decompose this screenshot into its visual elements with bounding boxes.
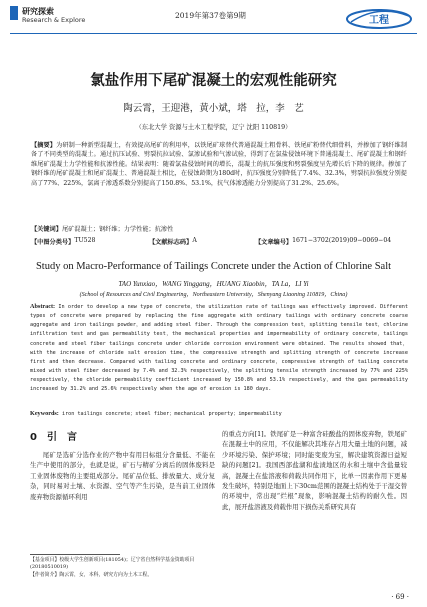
brand-text: 工程: [369, 15, 389, 26]
issue-info: 2019年第37卷第9期: [175, 11, 246, 20]
abstract-en: [30, 302, 408, 395]
clc-field: 【中图分类号】 TU528: [31, 237, 96, 246]
affiliation: （东北大学 资源与土木工程学院，辽宁 沈阳 110819）: [135, 124, 292, 131]
article-title: 氯盐作用下尾矿混凝土的宏观性能研究: [90, 73, 337, 89]
abstract-cn-label: 【摘要】: [31, 142, 57, 149]
authors-en: TAO Yunxiao，WANG Yinggang，HUANG Xiaobin，TA La，LI Yi: [118, 280, 309, 288]
affiliation-en: (School of Resources and Civil Engineering，Northeastern University，Shenyang Liaoning 110819，China): [79, 292, 348, 298]
body-column-left: 尾矿是选矿分选作业的产物中有用目标组分含量低、不能在生产中使用的部分，也就是说，矿石与精矿分离后的固体废料是工业固体废物的主要组成部分。尾矿品位低、排放量大、成分复杂，同时易对土壤、水资源、空气等产生污染，是当前工业固体废弃物资源循环利用: [30, 451, 215, 501]
page-number: · 69 ·: [391, 593, 409, 601]
journal-name-cn: 研究探索: [22, 7, 54, 16]
brand-logo-icon: [345, 6, 413, 30]
abstract-cn: [31, 141, 407, 188]
keywords-cn-label: 【关键词】: [31, 226, 62, 233]
keywords-en: [30, 410, 408, 417]
keywords-cn-text: 尾矿混凝土；钢纤维；力学性能；抗渗性: [61, 226, 174, 233]
page-header: [10, 6, 417, 46]
journal-logo-icon: [10, 6, 18, 20]
body-column-right: 的重点方向[1]。铁尾矿是一种富含硅酸盐的固体废弃物，铁尾矿在混凝土中的应用，不仅能解决其堆存占用大量土地的问题，减少环境污染、保护环境；同时能变废为宝，解决建筑资源日益短缺的问题[2]。我国西部盐湖和盐渍地区的水和土壤中含盐量较高，混凝土在盐溶液和荷载共同作用下，比单一因素作用下更易发生破坏，特别是地面上下30cm范围的混凝土结构处于干湿交替的环境中，常出现“烂根”现象，影响混凝土结构的耐久性。因此，展开盐溶液及荷载作用下损伤关系研究具有: [222, 430, 407, 511]
keywords-cn: [31, 224, 407, 233]
footnote: 【基金项目】校级大学生创新项目(181054)；辽宁省自然科学基金资助项目(20180510019) 【作者简介】陶云霄，女，本科，研究方向为土木工程。: [30, 557, 195, 578]
authors: 陶云霄，王迎港，黄小斌，塔 拉，李 艺: [123, 103, 304, 114]
article-number-field: 【文章编号】 1671−3702(2019)09−0069−04: [255, 237, 392, 246]
keywords-en-label: Keywords:: [30, 410, 59, 417]
journal-name-en: Research & Explore: [22, 16, 86, 24]
doc-code-field: 【文献标志码】 A: [149, 237, 197, 246]
abstract-en-label: Abstract:: [30, 303, 56, 310]
article-title-en: Study on Macro-Performance of Tailings Concrete under the Action of Chlorine Salt: [35, 261, 392, 272]
header-rule: [10, 33, 417, 34]
section-heading-intro: 0 引 言: [30, 432, 77, 443]
footnote-rule: [30, 554, 120, 555]
keywords-en-text: iron tailings concrete；steel fiber；mechanical property；impermeability: [61, 411, 282, 417]
abstract-en-text: In order to develop a new type of concrete，the utilization rate of tailings was effectively improved. Different types of concrete were prepared by replacing the fine aggregate with ordinary tailings with ordinary concrete coarse aggregate and iron tailings powder，and adding steel fiber. Through the compression test，splitting tensile test，chlorine infiltration test and gas permeability test，the mechanical properties and impermeability of ordinary concrete，tailings concrete and steel fiber tailings concrete under chloride corrosion environment were obtained. The results showed that，with the increase of chloride salt erosion time，the compressive strength and splitting strength of concrete increase first and then decrease. Compared with tailing concrete and ordinary concrete，compressive strength of tailing concrete mixed with steel fiber decreased by 7.4% and 32.3% respectively，the splitting tensile strength increased by 77% and 225% respectively，the chloride permeability coefficient increased by 150.8% and 53.1% respectively，and the gas permeability increased by 31.2% and 25.6% respectively when the age of erosion is 180 days.: [30, 304, 408, 393]
abstract-cn-text: 为研制一种新型混凝土，有效提高尾矿的利用率，以铁尾矿球替代普通混凝土粗骨料、铁尾矿粉替代细骨料，并掺加了钢纤维制备了不同类型的混凝土。通过抗压试验、劈裂抗拉试验、氯渗试验和气渗试验，得到了在氯盐侵蚀环境下普通混凝土、尾矿混凝土和钢纤维尾矿混凝土力学性能和抗渗性能。结果表明：随着氯盐侵蚀时间的增长，混凝土的抗压强度和劈裂强度呈先增长后下降的规律。掺加了钢纤维的尾矿混凝土和尾矿混凝土、普通混凝土相比，在侵蚀龄期为180d时，抗压强度分别降低了7.4%、32.3%，劈裂抗拉强度分别提高了77%、225%，氯离子渗透系数分别提高了150.8%、53.1%，抗气体渗透能力分别提高了31.2%、25.6%。: [31, 142, 408, 187]
